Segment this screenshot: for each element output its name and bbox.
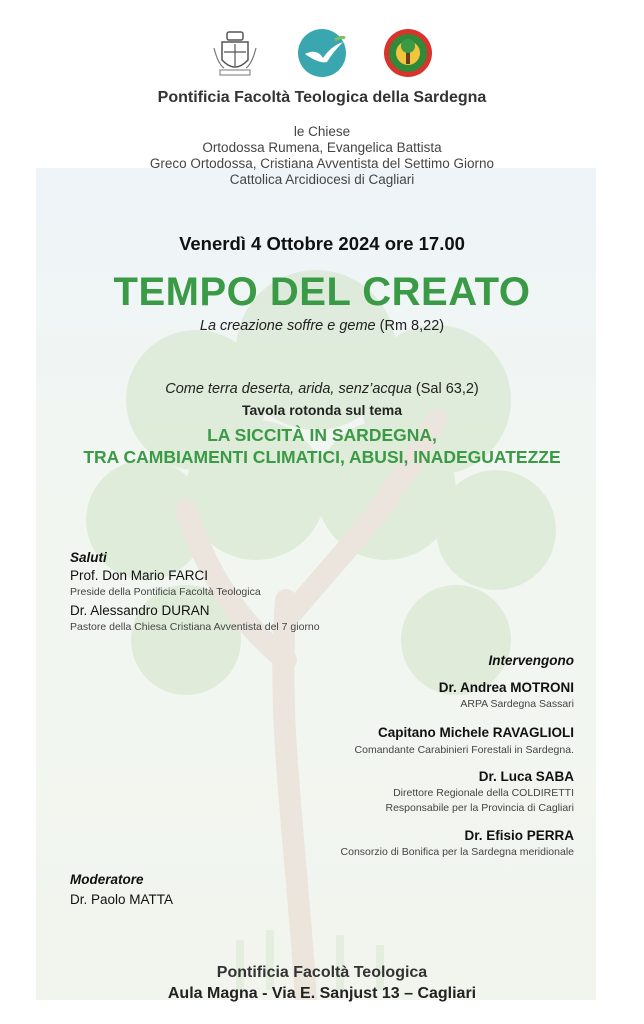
speaker-name: Capitano Michele RAVAGLIOLI: [377, 725, 574, 740]
greeting-person-name: Dr. Alessandro DURAN: [70, 603, 210, 618]
churches-line: Cattolica Arcidiocesi di Cagliari: [229, 172, 415, 187]
event-date: Venerdì 4 Ottobre 2024 ore 17.00: [179, 233, 465, 254]
coat-of-arms-logo: [210, 28, 260, 78]
speaker-role: Consorzio di Bonifica per la Sardegna meridionale: [340, 846, 574, 858]
greeting-person-name: Prof. Don Mario FARCI: [70, 568, 209, 583]
greeting-person-role: Preside della Pontificia Facoltà Teologica: [70, 586, 261, 598]
speaker-entry: [355, 725, 574, 756]
event-title: TEMPO DEL CREATO: [113, 270, 531, 314]
moderator-heading: Moderatore: [70, 872, 144, 887]
topic-line-1: LA SICCITÀ IN SARDEGNA,: [207, 425, 437, 445]
speaker-role: Comandante Carabinieri Forestali in Sardegna.: [354, 744, 574, 756]
subtitle-reference: (Rm 8,22): [375, 318, 445, 334]
event-quote: [0, 381, 644, 397]
event-subtitle: [0, 318, 644, 334]
speaker-entry: [341, 828, 574, 858]
speaker-name: Dr. Efisio PERRA: [464, 828, 574, 843]
subtitle-text: La creazione soffre e geme: [199, 318, 376, 334]
quote-reference: (Sal 63,2): [411, 381, 479, 397]
topic-line-2: TRA CAMBIAMENTI CLIMATICI, ABUSI, INADEGUATEZZE: [83, 447, 561, 467]
footer-address: Aula Magna - Via E. Sanjust 13 – Cagliari: [167, 985, 477, 1002]
speakers-heading: Intervengono: [488, 653, 574, 668]
speaker-role: ARPA Sardegna Sassari: [460, 698, 574, 710]
moderator-name: Dr. Paolo MATTA: [70, 892, 174, 907]
churches-line: Greco Ortodossa, Cristiana Avventista del Settimo Giorno: [149, 156, 495, 171]
greeting-person-role: Pastore della Chiesa Cristiana Avventista del 7 giorno: [70, 621, 320, 633]
round-table-label: Tavola rotonda sul tema: [242, 402, 402, 418]
greetings-section: [70, 550, 320, 633]
dove-logo: [297, 28, 347, 78]
earth-tree-logo: [383, 28, 433, 78]
speaker-role: Responsabile per la Provincia di Cagliari: [385, 802, 574, 814]
footer-institution: Pontificia Facoltà Teologica: [216, 964, 428, 981]
speaker-role: Direttore Regionale della COLDIRETTI: [393, 787, 574, 799]
institution-name: Pontificia Facoltà Teologica della Sardegna: [157, 89, 487, 106]
speaker-name: Dr. Andrea MOTRONI: [438, 680, 574, 695]
churches-list: [0, 124, 644, 188]
speaker-entry: [439, 680, 574, 710]
churches-line: Ortodossa Rumena, Evangelica Battista: [202, 140, 442, 155]
churches-line: le Chiese: [293, 124, 351, 139]
speaker-entry: [385, 769, 574, 814]
quote-text: Come terra deserta, arida, senz’acqua: [165, 381, 412, 397]
moderator-section: [70, 872, 173, 907]
speaker-name: Dr. Luca SABA: [478, 769, 574, 784]
greetings-heading: Saluti: [70, 550, 107, 565]
